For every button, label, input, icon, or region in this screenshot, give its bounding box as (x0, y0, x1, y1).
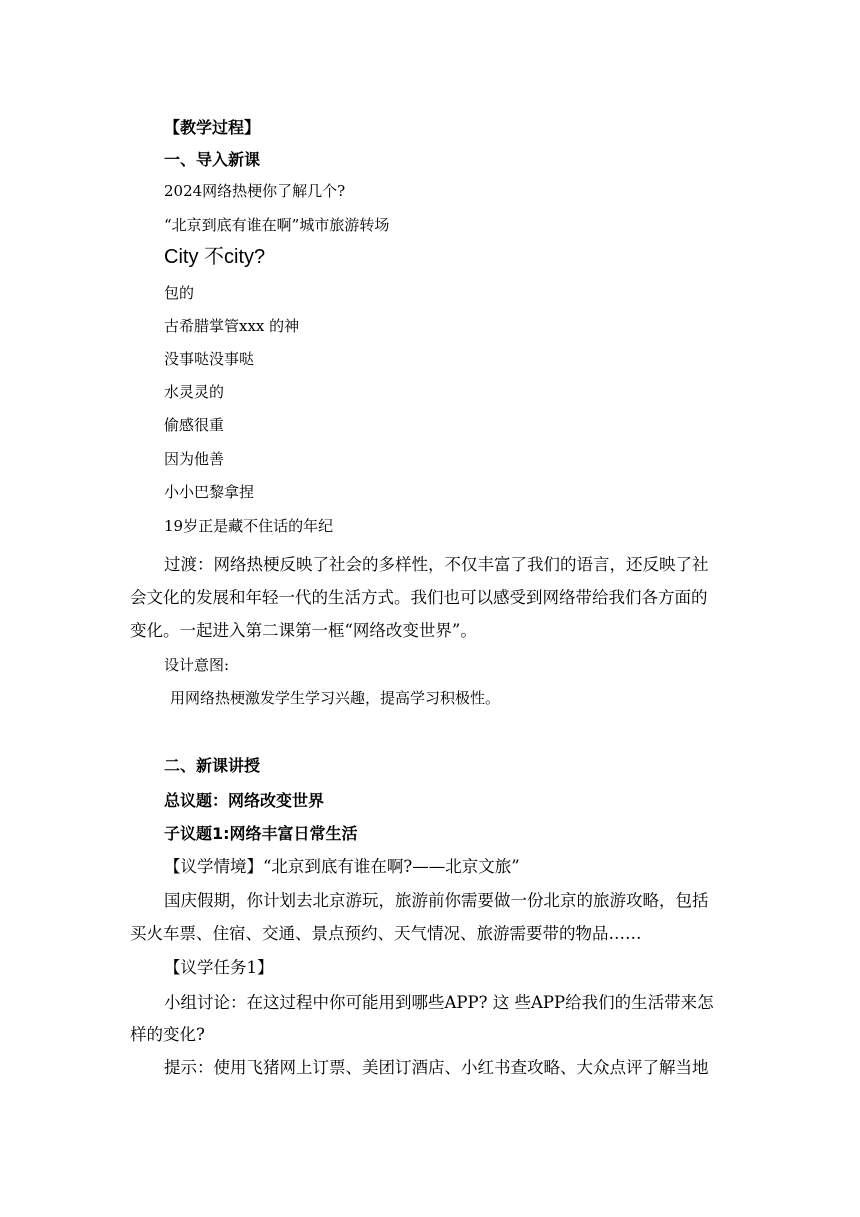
situation-line: 国庆假期，你计划去北京游玩，旅游前你需要做一份北京的旅游攻略，包括 (164, 891, 709, 910)
meme-item: “北京到底有谁在啊”城市旅游转场 (164, 216, 390, 234)
meme-item: 19岁正是藏不住话的年纪 (164, 517, 334, 535)
section-title: 【教学过程】 (164, 118, 261, 137)
meme-item: City 不city? (164, 246, 266, 268)
situation-line: 买火车票、住宿、交通、景点预约、天气情况、旅游需要带的物品…… (130, 924, 642, 943)
meme-item: 没事哒没事哒 (164, 350, 255, 368)
meme-item: 小小巴黎拿捏 (164, 483, 255, 501)
meme-item: 古希腊掌管xxx 的神 (164, 317, 300, 335)
task-line: 样的变化? (130, 1025, 205, 1044)
transition-line: 过渡：网络热梗反映了社会的多样性，不仅丰富了我们的语言，还反映了社 (164, 555, 709, 574)
transition-line: 变化。一起进入第二课第一框“网络改变世界”。 (130, 621, 477, 640)
task-line: 小组讨论：在这过程中你可能用到哪些APP? 这 些APP给我们的生活带来怎 (164, 993, 714, 1012)
sub-topic: 子议题1:网络丰富日常生活 (164, 824, 358, 843)
transition-line: 会文化的发展和年轻一代的生活方式。我们也可以感受到网络带给我们各方面的 (130, 588, 708, 607)
meme-item: 包的 (164, 284, 195, 302)
meme-item: 因为他善 (164, 450, 225, 468)
meme-question: 2024网络热梗你了解几个? (164, 182, 346, 200)
design-intent-label: 设计意图: (164, 656, 230, 674)
main-topic: 总议题：网络改变世界 (164, 791, 325, 810)
situation-title: 【议学情境】“北京到底有谁在啊?——北京文旅” (164, 857, 520, 876)
meme-item: 偷感很重 (164, 416, 225, 434)
design-intent-text: 用网络热梗激发学生学习兴趣，提高学习积极性。 (170, 689, 501, 707)
part1-heading: 一、导入新课 (164, 150, 261, 169)
part2-heading: 二、新课讲授 (164, 756, 261, 775)
meme-item: 水灵灵的 (164, 383, 225, 401)
task-title: 【议学任务1】 (164, 958, 274, 977)
hint-line: 提示：使用飞猪网上订票、美团订酒店、小红书查攻略、大众点评了解当地 (164, 1058, 709, 1077)
